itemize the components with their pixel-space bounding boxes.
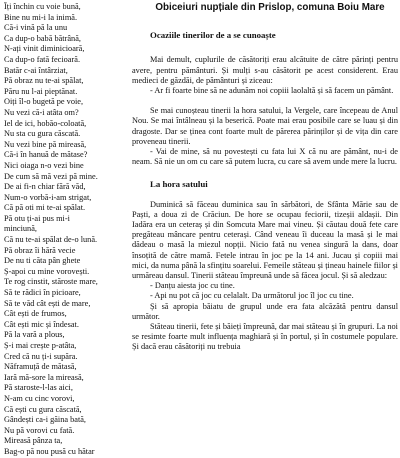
poem-line: Să te văd cât ești de mare, — [4, 298, 91, 308]
poem-line: Că ești cu gura căscată, — [4, 404, 82, 414]
poem-line: Mireasă pânza ta, — [4, 436, 63, 446]
poem-line: Ca dup-o babă bătrână, — [4, 33, 81, 43]
poem-line: Să te rădici în picioare, — [4, 288, 81, 298]
paragraph: Mai demult, cuplurile de căsătoriți erau alcătuite de către părinți pentru avere, pentru pământuri. Și mulți s-au căsătorit pe acest considerent. Erau medieci de găzdăi, de pământuri și ziceau: — [132, 55, 398, 85]
poem-line: Oiți îl-o bugetă pe voie, — [4, 97, 84, 107]
poem-line: Îți închin cu voie bună, — [4, 2, 81, 11]
poem-line: Nu pă vorovi cu fată. — [4, 425, 75, 435]
dialogue-line: - Danțu aiesta joc cu tine. — [150, 281, 235, 291]
paragraph: Duminică să făceau duminica sau în sărbători, de Sfânta Mărie sau de Paști, a doua zi de Crăciun. De hore se ocupau feciorii, tizeșii aldașii. Din Iadăra era un ceteraș și din Somcuta Mare mai vineu. Și căutau două fete care pregăteau mâncare pentru ceterași. Când veneau îi duceau la masă și le mai dădeau o masă la miezul nopții. Nicio fată nu venea singură la dans, doar însoțită de către mamă. Fetele intrau în joc pe la 14 ani. Jucau și copiii mai mici, da numa până la sfințitu soarelui. Femeile stăteau și țineau hainele fiilor și urmăreau dansul. Tinerii stăteau împreună unde să făcea jocul. Și să aledzau: — [132, 199, 398, 281]
poem-line: Cred că nu ți-i supăra. — [4, 351, 78, 361]
poem-line: Pă staroste-l-las aici, — [4, 383, 73, 393]
poem-line: Ș-i mai crește p-atâta, — [4, 341, 77, 350]
paragraph: Se mai cunoșteau tinerii la hora satului, la Vergele, care începeau de Anul Nou. Se mai întâlneau și la beserică. Poate mai erau posibile care se luau și din dragoste. Dar se ținea cont foarte mult de părerea părinților și de vița din care proveneau tinerii. — [132, 106, 398, 146]
paragraph: - Ar fi foarte bine să ne adunăm noi copiii laolaltă și să facem un pământ. — [150, 86, 394, 96]
section-title-meeting: Ocaziile tinerilor de a se cunoaște — [150, 30, 276, 41]
poem-line: Num-o vorbă-i-am strigat, — [4, 192, 92, 202]
poem-line: De ai fi-n chiar fără văd, — [4, 182, 86, 192]
poem-line: Pă obraz nu te-ai spălat, — [4, 76, 84, 86]
paragraph: - Vai de mine, să nu povestești cu fata lui X că nu are pământ, nu-i de neam. Să nie un om cu care să putem lucra, cu care să avem unde mere la lucru. — [132, 147, 398, 167]
poem-line: Nu vezi că-i atâta om? — [4, 107, 79, 117]
poem-column — [4, 2, 122, 458]
poem-line: Cât ești de frumos, — [4, 309, 67, 319]
poem-line: Că nu te-ai spălat de-o lună. — [4, 235, 98, 245]
poem-line: Că-i în hanuă de mătase? — [4, 150, 88, 160]
poem-line: Păru nu l-ai pieptănat. — [4, 86, 78, 96]
poem-line: Că-i vină pă la unu — [4, 23, 68, 33]
poem-line: Că pă oti mi te-ai spălat. — [4, 203, 86, 213]
poem-line: minciună, — [4, 224, 37, 234]
poem-line: Bine nu mi-i la inimă. — [4, 12, 78, 22]
paragraph: Și să apropia băiatu de grupul unde era fata alcăzătă pentru dansul următor. — [132, 301, 398, 321]
poem-line: Gândești ca-i găina bată, — [4, 415, 87, 425]
poem-line: Pă la vară a plous, — [4, 330, 65, 340]
poem-line: De nu ti căta pân ghete — [4, 256, 81, 266]
article-title: Obiceiuri nupțiale din Prislop, comuna Boiu Mare — [155, 2, 385, 13]
poem-line: Pă otu ți-ai pus mi-i — [4, 213, 70, 223]
poem-line: N-ați vinit diminicioară, — [4, 44, 85, 54]
poem-line: Ca dup-o fată fecioară. — [4, 54, 81, 64]
poem-line: Nu vezi bine pă mireasă, — [4, 139, 87, 149]
poem-line: Cât ești mic și îndesat. — [4, 319, 79, 329]
poem-line: Năframuță de mătasă, — [4, 362, 77, 372]
paragraph: Stăteau tinerii, fete și băieți împreună, dar mai stăteau și în grupuri. La noi se resimte foarte mult influența maghiară și în portul, și în costumele populare. Și dacă erau căsătoriți nu trebuia — [132, 322, 398, 352]
poem-line: Iel de ici, hobăo-coloată, — [4, 118, 87, 128]
poem-line: N-am cu cinc vorovi, — [4, 393, 75, 403]
section-title-village-dance: La hora satului — [150, 179, 208, 190]
dialogue-line: - Api nu pot că joc cu celalalt. Da următorul joc îl joc cu tine. — [150, 291, 354, 301]
poem-line: Iară mă-sore la mireasă, — [4, 372, 84, 382]
poem-line: Ș-apoi cu mine vorovești. — [4, 266, 90, 276]
poem-line: Batăr c-ai întârziat, — [4, 65, 68, 75]
poem-line: Te rog cinstit, stăroste mare, — [4, 277, 98, 287]
article-column — [132, 0, 398, 400]
poem-line: Bag-o pă nou pusă cu hătar — [4, 446, 95, 456]
poem-line: Nici oiaga n-o vezi bine — [4, 160, 84, 170]
poem-line: Nu sta cu gura căscată. — [4, 129, 81, 139]
poem-line: De cum să mă vezi pă mine. — [4, 171, 98, 181]
poem-line: Pă obraz îi hără vecie — [4, 245, 76, 255]
